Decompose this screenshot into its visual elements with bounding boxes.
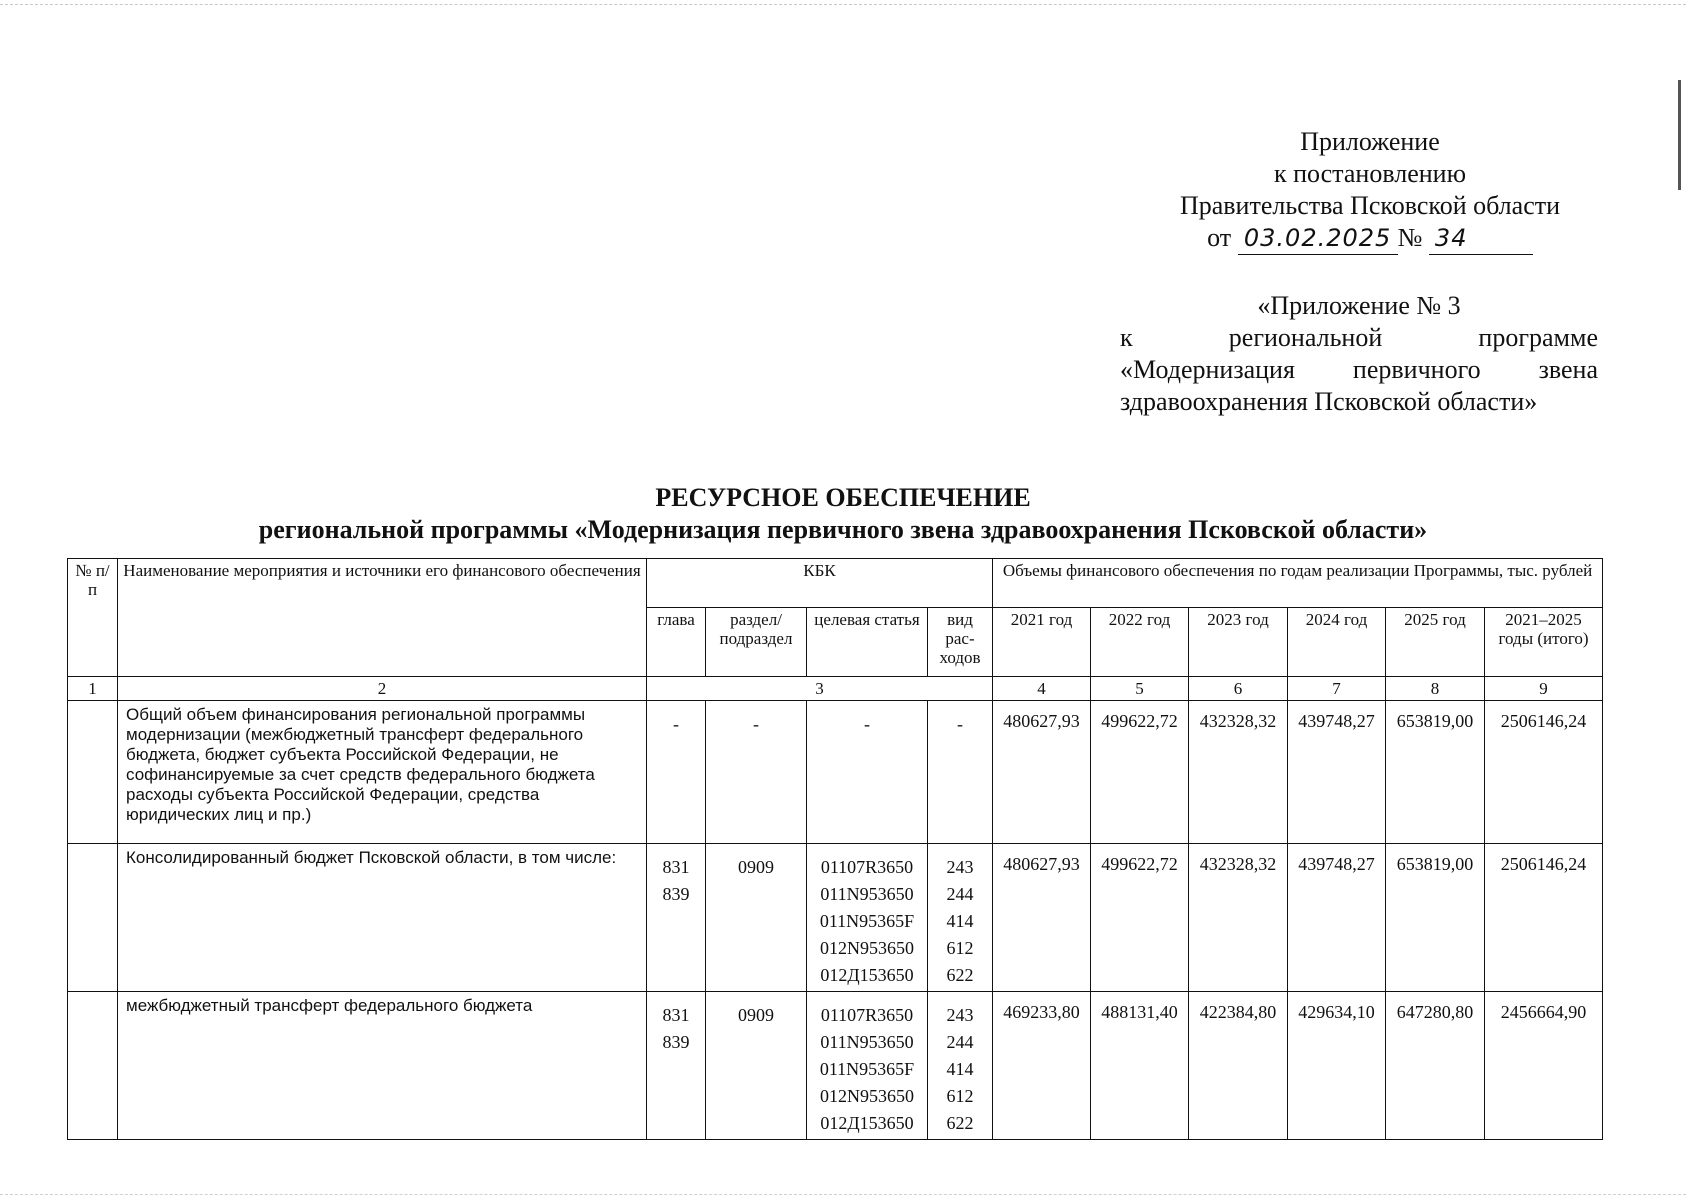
col-number-6: 6 [1189, 677, 1288, 701]
handwritten-date: 03.02.2025 [1238, 222, 1398, 255]
approval-date-line [1140, 222, 1600, 255]
header-2021: 2021 год [993, 608, 1091, 677]
vid-code: 243 [946, 1005, 974, 1025]
row-2024: 429634,10 [1288, 992, 1386, 1140]
resource-table [67, 558, 1603, 1140]
col-number-3: 3 [647, 677, 993, 701]
row-vid [928, 992, 993, 1140]
row-2021: 469233,80 [993, 992, 1091, 1140]
header-2025: 2025 год [1386, 608, 1485, 677]
number-sign: № [1397, 223, 1423, 252]
col-number-4: 4 [993, 677, 1091, 701]
statya-code: 011N953650 [820, 1032, 914, 1052]
header-statya: целевая статья [807, 608, 928, 677]
annex-line-1: «Приложение № 3 [1257, 291, 1461, 320]
statya-code: 011N95365F [819, 1059, 915, 1079]
statya-code: 011N95365F [819, 911, 915, 931]
statya-code: 012Д153650 [820, 965, 914, 985]
row-2025: 653819,00 [1386, 701, 1485, 844]
header-2024: 2024 год [1288, 608, 1386, 677]
vid-code: 414 [946, 1059, 974, 1079]
row-2021: 480627,93 [993, 701, 1091, 844]
row-razdel: - [706, 701, 807, 844]
vid-code: 244 [946, 1032, 974, 1052]
statya-code: 01107R3650 [820, 857, 914, 877]
row-2023: 432328,32 [1189, 701, 1288, 844]
row-razdel: 0909 [706, 844, 807, 992]
statya-code: 01107R3650 [820, 1005, 914, 1025]
title-line-2: региональной программы «Модернизация первичного звена здравоохранения Псковской области» [258, 515, 1428, 544]
vid-code: 622 [946, 965, 974, 985]
handwritten-number: 34 [1429, 222, 1533, 255]
col-number-8: 8 [1386, 677, 1485, 701]
row-2024: 439748,27 [1288, 844, 1386, 992]
annex-line-2: к региональной программе [1120, 323, 1598, 352]
glava-code: - [673, 714, 679, 734]
annex-line-3: «Модернизация первичного звена [1120, 355, 1598, 384]
row-statya [807, 992, 928, 1140]
glava-code: 831 [662, 857, 690, 877]
annex-block [1120, 290, 1598, 418]
row-num [68, 701, 118, 844]
col-number-1: 1 [68, 677, 118, 701]
header-name: Наименование мероприятия и источники его финансового обеспечения [118, 559, 647, 677]
vid-code: 612 [946, 1086, 974, 1106]
document-title [0, 482, 1686, 546]
row-razdel: 0909 [706, 992, 807, 1140]
row-statya [807, 701, 928, 844]
header-razdel: раздел/ подраздел [706, 608, 807, 677]
annex-line-4: здравоохранения Псковской области» [1120, 387, 1538, 416]
approval-block [1140, 126, 1600, 255]
vid-code: - [957, 714, 963, 734]
statya-code: 012Д153650 [820, 1113, 914, 1133]
table-row-total [68, 701, 1603, 844]
row-2023: 432328,32 [1189, 844, 1288, 992]
col-number-9: 9 [1485, 677, 1603, 701]
statya-code: 012N953650 [820, 938, 914, 958]
row-2024: 439748,27 [1288, 701, 1386, 844]
approval-line-1: Приложение [1300, 127, 1440, 156]
header-2023: 2023 год [1189, 608, 1288, 677]
header-vid: вид рас-ходов [928, 608, 993, 677]
row-2025: 647280,80 [1386, 992, 1485, 1140]
statya-code: 012N953650 [820, 1086, 914, 1106]
row-num [68, 992, 118, 1140]
row-vid [928, 844, 993, 992]
row-2021: 480627,93 [993, 844, 1091, 992]
approval-line-3: Правительства Псковской области [1179, 191, 1561, 220]
row-glava [647, 992, 706, 1140]
row-2022: 499622,72 [1091, 844, 1189, 992]
row-2022: 499622,72 [1091, 701, 1189, 844]
glava-code: 839 [662, 884, 690, 904]
table-row-consolidated [68, 844, 1603, 992]
glava-code: 831 [662, 1005, 690, 1025]
row-2022: 488131,40 [1091, 992, 1189, 1140]
row-2023: 422384,80 [1189, 992, 1288, 1140]
vid-code: 612 [946, 938, 974, 958]
col-number-5: 5 [1091, 677, 1189, 701]
header-row-1 [68, 559, 1603, 608]
row-total-sum: 2506146,24 [1485, 844, 1603, 992]
header-2022: 2022 год [1091, 608, 1189, 677]
row-statya [807, 844, 928, 992]
scan-edge-right [1678, 80, 1681, 190]
approval-line-2: к постановлению [1273, 159, 1467, 188]
statya-code: 011N953650 [820, 884, 914, 904]
row-2025: 653819,00 [1386, 844, 1485, 992]
header-glava: глава [647, 608, 706, 677]
title-line-1: РЕСУРСНОЕ ОБЕСПЕЧЕНИЕ [655, 483, 1031, 512]
row-total-sum: 2456664,90 [1485, 992, 1603, 1140]
row-name: Консолидированный бюджет Псковской области, в том числе: [118, 844, 647, 992]
row-glava [647, 701, 706, 844]
col-number-7: 7 [1288, 677, 1386, 701]
column-number-row [68, 677, 1603, 701]
vid-code: 622 [946, 1113, 974, 1133]
header-num: № п/п [68, 559, 118, 677]
vid-code: 244 [946, 884, 974, 904]
row-vid [928, 701, 993, 844]
row-name: Общий объем финансирования региональной программы модернизации (межбюджетный трансферт федерального бюджета, бюджет субъекта Российской Федерации, не софинансируемые за счет средств федерального бюджета расходы субъекта Российской Федерации, средства юридических лиц и пр.) [118, 701, 647, 844]
scan-edge-top [0, 4, 1686, 5]
vid-code: 243 [946, 857, 974, 877]
row-glava [647, 844, 706, 992]
header-total: 2021–2025 годы (итого) [1485, 608, 1603, 677]
col-number-2: 2 [118, 677, 647, 701]
table-row-federal-transfer [68, 992, 1603, 1140]
row-num [68, 844, 118, 992]
header-volumes: Объемы финансового обеспечения по годам реализации Программы, тыс. рублей [993, 559, 1603, 608]
row-name: межбюджетный трансферт федерального бюджета [118, 992, 647, 1140]
header-kbk: КБК [647, 559, 993, 608]
row-total-sum: 2506146,24 [1485, 701, 1603, 844]
vid-code: 414 [946, 911, 974, 931]
statya-code: - [864, 714, 870, 734]
scan-edge-bottom [0, 1194, 1686, 1195]
from-prefix: от [1207, 223, 1232, 252]
glava-code: 839 [662, 1032, 690, 1052]
